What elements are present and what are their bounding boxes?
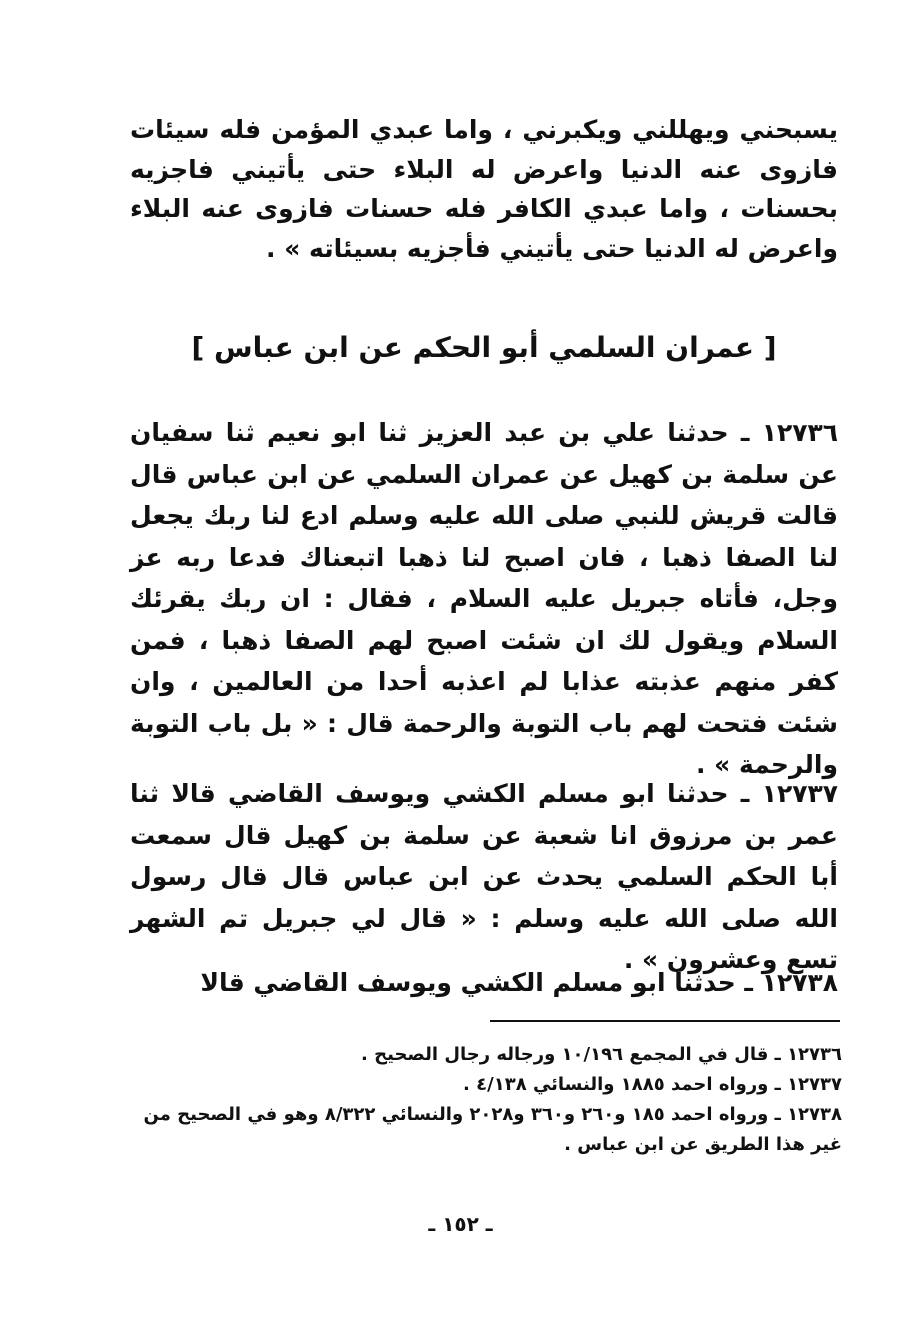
hadith-text: ـ حدثنا ابو مسلم الكشي ويوسف القاضي قالا ثنا عمر بن مرزوق انا شعبة عن سلمة بن كهيل قال سمعت أبا الحكم السلمي يحدث عن ابن عباس قال قال رسول الله صلى الله عليه وسلم : « قال لي جبريل تم الشهر تسع وعشرون » .	[130, 779, 838, 974]
footnote: ١٢٧٣٦ ـ قال في المجمع ١٠/١٩٦ ورجاله رجال الصحيح .	[361, 1044, 842, 1065]
footnotes	[130, 1040, 842, 1160]
hadith-12737	[130, 773, 838, 981]
hadith-text: ـ حدثنا علي بن عبد العزيز ثنا ابو نعيم ثنا سفيان عن سلمة بن كهيل عن عمران السلمي عن ابن عباس قال قالت قريش للنبي صلى الله عليه وسلم ادع لنا ربك يجعل لنا الصفا ذهبا ، فان اصبح لنا ذهبا اتبعناك فدعا ربه عز وجل، فأتاه جبريل عليه السلام ، فقال : ان ربك يقرئك السلام ويقول لك ان شئت اصبح لهم الصفا ذهبا ، فمن كفر منهم عذبته عذابا لم اعذبه أحدا من العالمين ، وان شئت فتحت لهم باب التوبة والرحمة قال : « بل باب التوبة والرحمة » .	[130, 418, 838, 779]
continuation-text: يسبحني ويهللني ويكبرني ، واما عبدي المؤمن فله سيئات فازوى عنه الدنيا واعرض له البلاء حتى يأتيني فاجزيه بحسنات ، واما عبدي الكافر فله حسنات فازوى عنه البلاء واعرض له الدنيا حتى يأتيني فأجزيه بسيئاته » .	[130, 115, 838, 263]
continuation-paragraph	[130, 110, 838, 268]
page-number: ـ ١٥٢ ـ	[428, 1212, 493, 1236]
hadith-text: ـ حدثنا ابو مسلم الكشي ويوسف القاضي قالا	[200, 968, 753, 997]
hadith-number: ١٢٧٣٦	[761, 418, 838, 447]
hadith-number: ١٢٧٣٨	[761, 968, 838, 997]
hadith-number: ١٢٧٣٧	[761, 779, 838, 808]
section-heading: [ عمران السلمي أبو الحكم عن ابن عباس ]	[191, 331, 777, 364]
hadith-12738	[130, 962, 838, 1004]
footnote-divider	[490, 1020, 840, 1022]
hadith-12736	[130, 412, 838, 786]
footnote: ١٢٧٣٨ ـ ورواه احمد ١٨٥ و٢٦٠ و٣٦٠ و٢٠٢٨ والنسائي ٨/٣٢٢ وهو في الصحيح من غير هذا الطريق عن ابن عباس .	[143, 1104, 842, 1155]
footnote: ١٢٧٣٧ ـ ورواه احمد ١٨٨٥ والنسائي ٤/١٣٨ .	[463, 1074, 842, 1095]
